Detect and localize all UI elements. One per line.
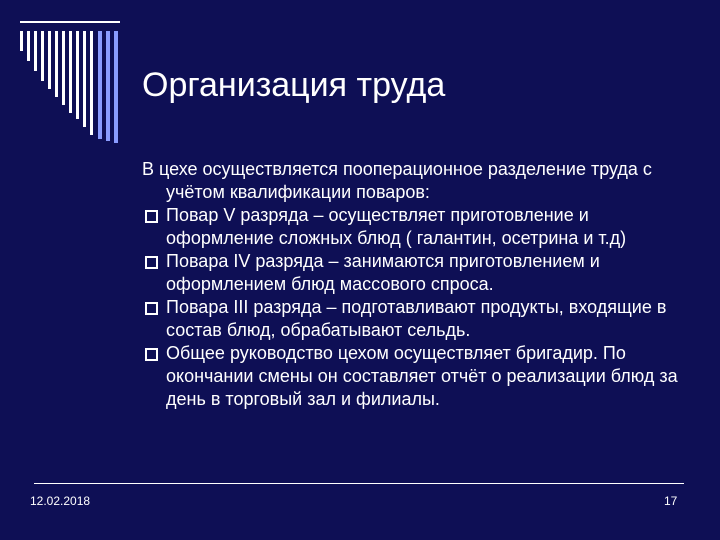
- hollow-square-icon: [145, 210, 158, 223]
- bullet-item: [142, 296, 682, 342]
- slide-title: Организация труда: [142, 66, 446, 104]
- stripe-white: [76, 31, 79, 119]
- bullet-text: Повара III разряда – подготавливают продукты, входящие в состав блюд, обрабатывают сельдь.: [166, 297, 667, 340]
- footer-divider: [34, 483, 684, 484]
- stripe-white: [41, 31, 44, 81]
- bullet-item: [142, 342, 682, 411]
- stripe-white: [69, 31, 72, 113]
- bullet-text: Повара IV разряда – занимаются приготовлением и оформлением блюд массового спроса.: [166, 251, 600, 294]
- stripe-top-line: [20, 21, 120, 23]
- bullet-item: [142, 204, 682, 250]
- intro-text: В цехе осуществляется пооперационное разделение труда с учётом квалификации поваров:: [142, 159, 652, 202]
- slide-body: [142, 158, 682, 411]
- stripe-blue: [98, 31, 102, 139]
- stripe-white: [34, 31, 37, 71]
- stripe-white: [55, 31, 58, 97]
- bullet-text: Повар V разряда – осуществляет приготовление и оформление сложных блюд ( галантин, осетрина и т.д): [166, 205, 627, 248]
- bullet-text: Общее руководство цехом осуществляет бригадир. По окончании смены он составляет отчёт о реализации блюд за день в торговый зал и филиалы.: [166, 343, 678, 409]
- slide-date: 12.02.2018: [30, 494, 91, 508]
- hollow-square-icon: [145, 302, 158, 315]
- stripe-white: [62, 31, 65, 105]
- stripe-white: [83, 31, 86, 127]
- hollow-square-icon: [145, 348, 158, 361]
- hollow-square-icon: [145, 256, 158, 269]
- stripe-white: [20, 31, 23, 51]
- stripe-white: [90, 31, 93, 135]
- decorative-stripes: [0, 0, 130, 150]
- stripe-blue: [114, 31, 118, 143]
- stripe-white: [48, 31, 51, 89]
- stripe-white: [27, 31, 30, 61]
- bullet-item: [142, 250, 682, 296]
- page-number: 17: [664, 494, 678, 508]
- stripe-blue: [106, 31, 110, 141]
